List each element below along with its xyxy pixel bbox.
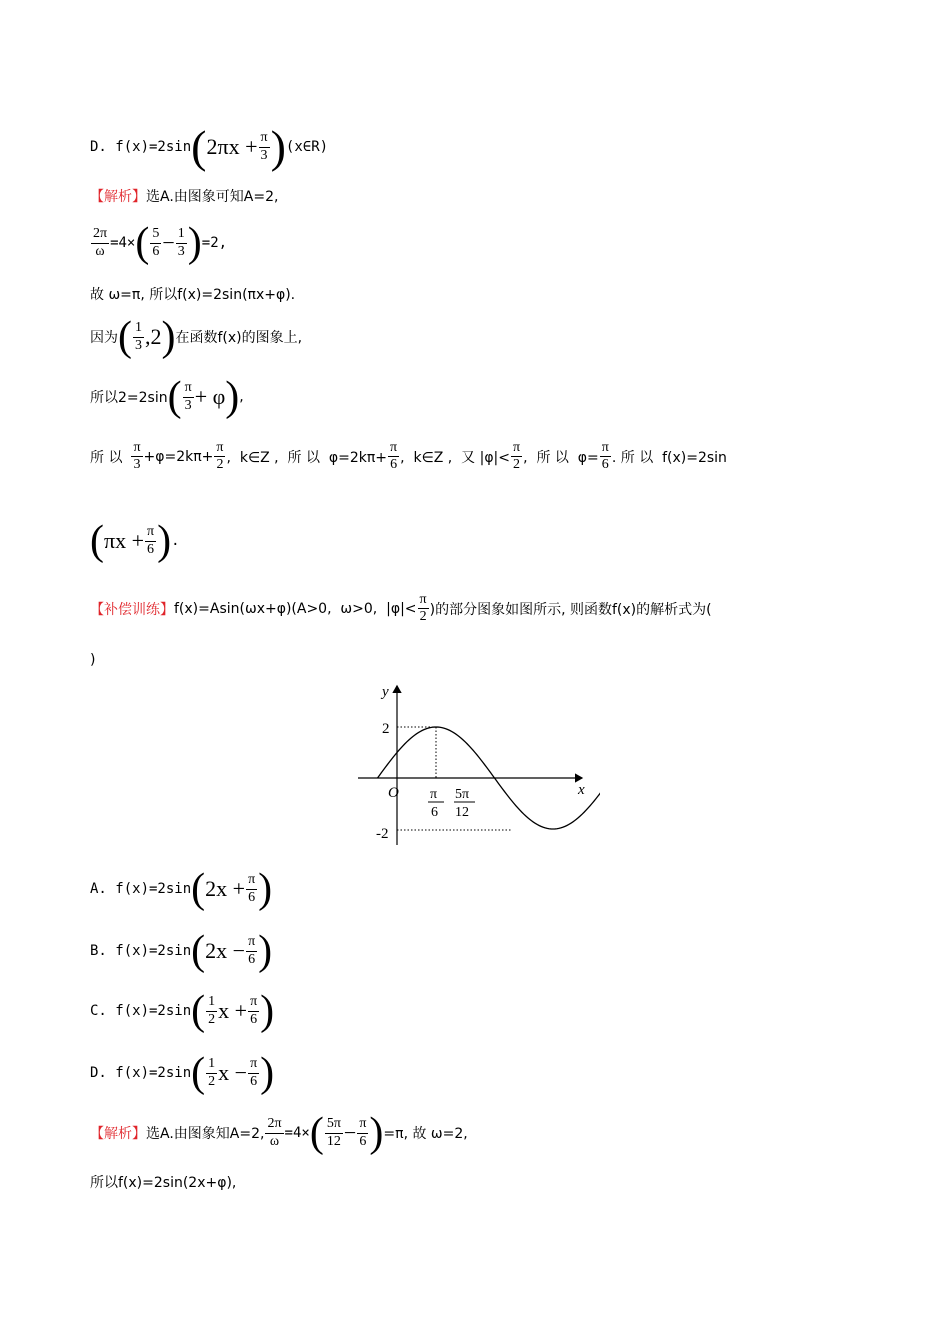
- y-tick-bottom: -2: [376, 826, 389, 842]
- right-paren: ): [161, 314, 176, 360]
- analysis-text: =π, 故 ω=2,: [383, 1126, 468, 1142]
- minus-sign: −: [343, 1120, 357, 1145]
- right-paren: ): [258, 866, 273, 912]
- x-tick2-denominator: 12: [455, 805, 469, 820]
- left-paren: (: [191, 988, 206, 1034]
- option-b[interactable]: [90, 930, 272, 972]
- fraction: $\frac{5\pi}{12}$: [326, 1116, 341, 1149]
- problem2-stem: [90, 592, 712, 625]
- option-d-prefix: D. f(x)=2sin: [90, 139, 192, 155]
- left-paren: (: [309, 1110, 324, 1156]
- analysis-line-2: [90, 222, 227, 264]
- analysis-text: 所以f(x)=2sin(2x+φ),: [90, 1175, 237, 1191]
- option-label: B. f(x)=2sin: [90, 943, 192, 959]
- right-paren: ): [225, 374, 240, 420]
- fraction: $\frac{\pi}{6}$: [147, 524, 155, 557]
- option-c[interactable]: [90, 990, 274, 1032]
- y-axis-label: y: [382, 684, 389, 700]
- origin-label: O: [388, 785, 399, 801]
- fraction: $\frac{\pi}{6}$: [248, 934, 256, 967]
- equation-text: .: [171, 533, 180, 549]
- x-tick1-denominator: 6: [431, 805, 438, 820]
- analysis-tag: 【解析】: [90, 1126, 146, 1142]
- analysis-text: , k∈Z , 又 |φ|<: [400, 449, 511, 466]
- x-tick1-numerator: π: [430, 787, 438, 802]
- analysis-text: 故 ω=π, 所以f(x)=2sin(πx+φ).: [90, 287, 296, 303]
- right-paren: ): [258, 928, 273, 974]
- option-label: D. f(x)=2sin: [90, 1065, 192, 1081]
- analysis2-line-1: [90, 1112, 468, 1154]
- analysis-line-3: [90, 284, 295, 304]
- right-paren: ): [157, 518, 172, 564]
- analysis-text: , k∈Z , 所 以 φ=2kπ+: [226, 449, 388, 466]
- option-d-inner: 2πx +: [206, 134, 258, 159]
- option-label: C. f(x)=2sin: [90, 1003, 192, 1019]
- analysis-text: +φ=2kπ+: [143, 448, 214, 465]
- option-expr: x −: [218, 1060, 248, 1085]
- option-d-suffix: (x∈R): [285, 139, 329, 155]
- left-paren: (: [118, 314, 132, 360]
- problem2-stem-close: [90, 652, 95, 668]
- right-paren: ): [187, 220, 202, 266]
- fraction: $\frac{\pi}{2}$: [419, 592, 427, 625]
- analysis-line-5: [90, 376, 244, 418]
- minus-sign: −: [162, 230, 175, 255]
- fraction: $\frac{2\pi}{\omega}$: [267, 1116, 282, 1149]
- analysis-text: . 所 以 f(x)=2sin: [611, 449, 727, 466]
- analysis-text: ,: [239, 389, 244, 405]
- left-paren: (: [167, 374, 182, 420]
- left-paren: (: [191, 121, 207, 172]
- equation-text: =4×: [284, 1125, 310, 1141]
- right-paren: ): [260, 1050, 275, 1096]
- equation-text: πx +: [104, 528, 145, 553]
- fraction: $\frac{1}{3}$: [177, 226, 185, 259]
- fraction: $\frac{\pi}{6}$: [250, 1056, 258, 1089]
- fraction: $\frac{1}{3}$: [135, 320, 142, 353]
- option-expr: 2x +: [205, 876, 246, 901]
- fraction: $\frac{1}{2}$: [208, 1056, 216, 1089]
- left-paren: (: [191, 928, 206, 974]
- left-paren: (: [191, 1050, 206, 1096]
- analysis-text: 选A.由图象知A=2,: [146, 1126, 265, 1142]
- analysis-line-1: [90, 186, 278, 206]
- fraction: $\frac{\pi}{3}$: [260, 130, 268, 163]
- y-tick-top: 2: [382, 721, 390, 737]
- fraction: $\frac{\pi}{3}$: [133, 440, 141, 473]
- fraction: $\frac{\pi}{2}$: [513, 440, 521, 473]
- analysis-text: 所以2=2sin: [90, 390, 168, 406]
- left-paren: (: [135, 220, 150, 266]
- right-paren: ): [270, 121, 286, 172]
- x-axis-label: x: [578, 782, 585, 798]
- left-paren: (: [90, 518, 104, 564]
- option-d-line: [90, 121, 329, 172]
- analysis-text: 因为: [90, 330, 118, 346]
- equation-text: =2,: [201, 235, 228, 251]
- analysis-text: 在函数f(x)的图象上,: [175, 330, 303, 346]
- fraction: $\frac{\pi}{3}$: [184, 380, 192, 413]
- fraction: $\frac{\pi}{6}$: [601, 440, 609, 473]
- fraction: $\frac{\pi}{6}$: [359, 1116, 367, 1149]
- fraction: $\frac{1}{2}$: [208, 994, 216, 1027]
- fraction: $\frac{\pi}{6}$: [250, 994, 258, 1027]
- analysis-tag: 【解析】: [90, 189, 146, 205]
- option-expr: x +: [218, 998, 248, 1023]
- stem-text: f(x)=Asin(ωx+φ)(A>0, ω>0, |φ|<: [174, 600, 417, 617]
- right-paren: ): [369, 1110, 384, 1156]
- option-label: A. f(x)=2sin: [90, 881, 192, 897]
- analysis2-line-2: [90, 1172, 236, 1192]
- equation-text: =4×: [110, 235, 136, 251]
- practice-tag: 【补偿训练】: [90, 601, 174, 618]
- x-tick2-numerator: 5π: [455, 787, 470, 802]
- equation-text: + φ: [194, 384, 226, 409]
- analysis-text: , 所 以 φ=: [523, 449, 599, 466]
- fraction: $\frac{5}{6}$: [152, 226, 160, 259]
- fraction: $\frac{\pi}{6}$: [390, 440, 398, 473]
- analysis-text: 所 以: [90, 449, 123, 466]
- analysis-line-7: [90, 520, 180, 562]
- left-paren: (: [191, 866, 206, 912]
- option-d[interactable]: [90, 1052, 274, 1094]
- sine-graph-figure: [350, 680, 600, 850]
- right-paren: ): [260, 988, 275, 1034]
- fraction: $\frac{\pi}{2}$: [216, 440, 224, 473]
- stem-text: ): [90, 652, 96, 668]
- analysis-line-4: [90, 316, 302, 358]
- point-y: ,2: [145, 324, 162, 349]
- fraction: $\frac{2\pi}{\omega}$: [93, 226, 108, 259]
- stem-text: )的部分图象如图所示, 则函数f(x)的解析式为(: [429, 601, 712, 618]
- analysis-line-6: [90, 440, 727, 473]
- option-expr: 2x −: [205, 938, 246, 963]
- fraction: $\frac{\pi}{6}$: [248, 872, 256, 905]
- option-a[interactable]: [90, 868, 272, 910]
- analysis-text: 选A.由图象可知A=2,: [146, 189, 279, 205]
